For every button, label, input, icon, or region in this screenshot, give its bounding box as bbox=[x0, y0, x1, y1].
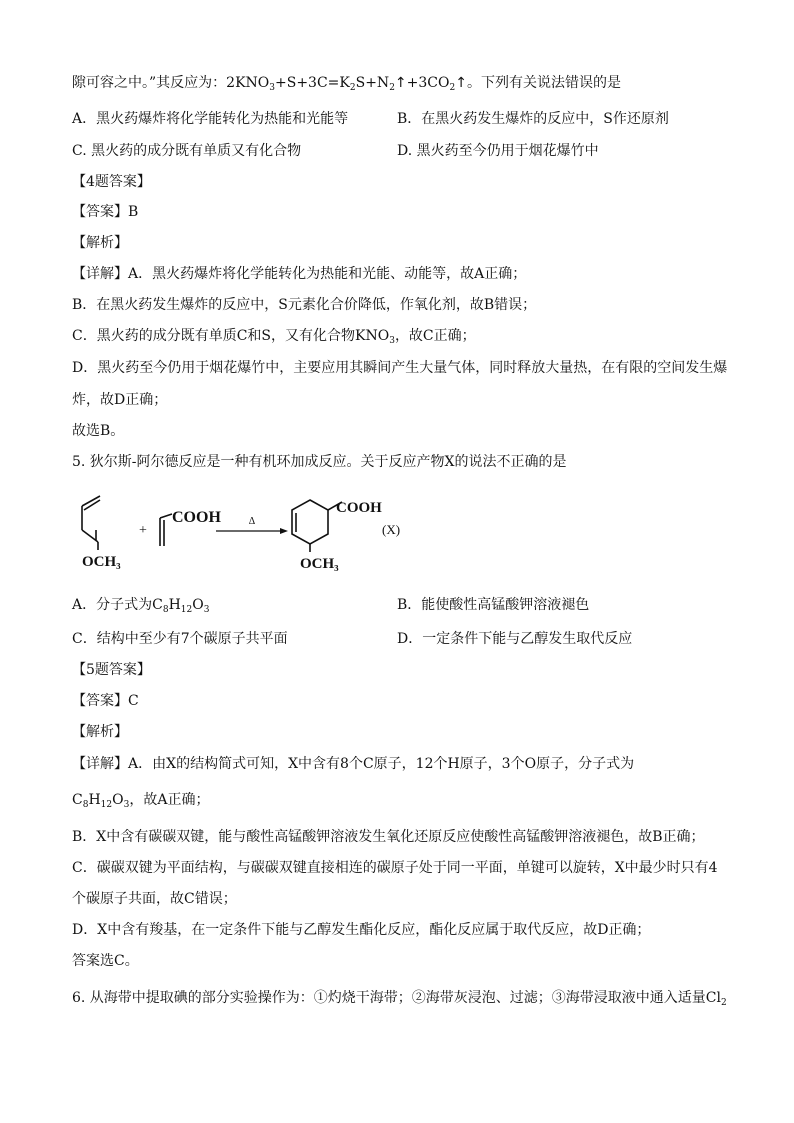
q5-option-a: A．分子式为$C_8H_{12}O_3$ bbox=[72, 597, 210, 615]
product-label-x: (X) bbox=[382, 522, 401, 537]
q4-detail-a: 【详解】A．黑火药爆炸将化学能转化为热能和光能、动能等，故A正确； bbox=[72, 266, 527, 282]
q4-detail-d-line2: 炸，故D正确； bbox=[72, 392, 168, 408]
q4-option-a: A．黑火药爆炸将化学能转化为热能和光能等 bbox=[72, 111, 349, 127]
acrylic-acid-structure bbox=[160, 514, 172, 546]
q4-stem: 隙可容之中。”其反应为：$2KNO_3+S+3C=K_2S+N_2↑+3CO_2↑$。下列有关说法错误的是 bbox=[72, 75, 621, 93]
product-ome-label: OCH₃ bbox=[300, 556, 339, 572]
q5-detail-c-line2: 个碳原子共面，故C错误； bbox=[72, 891, 237, 907]
q5-detail-a-line1: 【详解】A．由X的结构简式可知，X中含有8个C原子，12个H原子，3个O原子，分子式为 bbox=[72, 756, 635, 772]
q5-option-c: C．结构中至少有7个碳原子共平面 bbox=[72, 631, 288, 647]
product-cooh-label: COOH bbox=[336, 500, 382, 516]
q5-analysis-header: 【解析】 bbox=[72, 724, 128, 740]
q4-option-b: B．在黑火药发生爆炸的反应中，S作还原剂 bbox=[397, 111, 669, 127]
q4-option-d: D. 黑火药至今仍用于烟花爆竹中 bbox=[397, 143, 599, 159]
q5-answer-header: 【5题答案】 bbox=[72, 662, 151, 678]
q4-detail-b: B．在黑火药发生爆炸的反应中，S元素化合价降低，作氧化剂，故B错误； bbox=[72, 297, 537, 313]
reactant1-ome-label: OCH₃ bbox=[82, 554, 121, 570]
q5-stem: 5. 狄尔斯-阿尔德反应是一种有机环加成反应。关于反应产物X的说法不正确的是 bbox=[72, 454, 567, 470]
reaction-condition: Δ bbox=[248, 516, 256, 527]
q5-answer: 【答案】C bbox=[72, 693, 139, 709]
reaction-scheme bbox=[60, 488, 420, 580]
plus-sign: + bbox=[139, 523, 147, 538]
q5-detail-c-line1: C．碳碳双键为平面结构，与碳碳双键直接相连的碳原子处于同一平面，单键可以旋转，X中最少时只有4 bbox=[72, 860, 718, 876]
diene-structure bbox=[82, 496, 100, 550]
q5-option-d: D．一定条件下能与乙醇发生取代反应 bbox=[397, 631, 633, 647]
q5-conclusion: 答案选C。 bbox=[72, 953, 139, 969]
q4-option-c: C. 黑火药的成分既有单质又有化合物 bbox=[72, 143, 302, 159]
q5-detail-d: D．X中含有羧基，在一定条件下能与乙醇发生酯化反应，酯化反应属于取代反应，故D正确； bbox=[72, 922, 651, 938]
q4-detail-d-line1: D．黑火药至今仍用于烟花爆竹中，主要应用其瞬间产生大量气体，同时释放大量热，在有限的空间发生爆 bbox=[72, 360, 728, 376]
q5-option-b: B．能使酸性高锰酸钾溶液褪色 bbox=[397, 597, 590, 613]
q4-conclusion: 故选B。 bbox=[72, 423, 125, 439]
gas-arrow-icon: ↑ bbox=[455, 75, 467, 91]
q5-detail-a-line2: $C_8H_{12}O_3$，故A正确； bbox=[72, 792, 210, 810]
q6-stem: 6. 从海带中提取碘的部分实验操作为：①灼烧干海带；②海带灰浸泡、过滤；③海带浸取液中通入适量$Cl_2$ bbox=[72, 990, 727, 1008]
q4-analysis-header: 【解析】 bbox=[72, 235, 128, 251]
gas-arrow-icon: ↑ bbox=[394, 75, 407, 91]
q4-answer-header: 【4题答案】 bbox=[72, 174, 151, 190]
q4-answer: 【答案】B bbox=[72, 204, 139, 220]
q5-detail-b: B．X中含有碳碳双键，能与酸性高锰酸钾溶液发生氧化还原反应使酸性高锰酸钾溶液褪色，故B正确； bbox=[72, 829, 705, 845]
arrow-head-icon bbox=[280, 528, 288, 534]
reactant2-cooh-label: COOH bbox=[172, 509, 221, 526]
q4-detail-c: C．黑火药的成分既有单质C和S，又有化合物$KNO_3$，故C正确； bbox=[72, 328, 476, 346]
product-ring-structure bbox=[292, 500, 342, 552]
